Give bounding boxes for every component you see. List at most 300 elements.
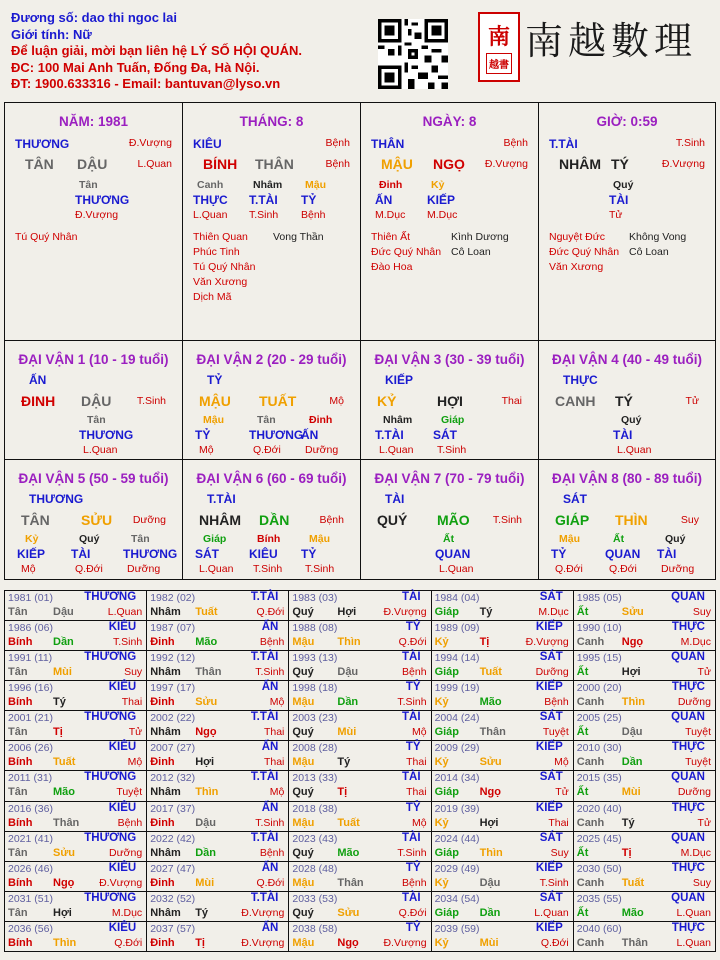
year-cell-content [147, 711, 288, 740]
hidden-stem: Nhâm [383, 414, 413, 426]
year-stem: Tân [8, 786, 28, 799]
year-branch: Dậu [479, 876, 501, 889]
year-stem: Bính [8, 756, 33, 769]
hidden-stage: L.Quan [379, 444, 414, 456]
year-god: TÀI [402, 591, 421, 603]
dai-van-stem: CANH [555, 393, 596, 409]
year-cell [147, 591, 289, 621]
year-stage: Đ.Vượng [383, 606, 427, 618]
dai-van-god: SÁT [563, 492, 587, 506]
pillar-cell [539, 103, 715, 341]
year-stem: Quý [292, 606, 314, 618]
year-cell [5, 861, 147, 891]
hidden-god: ẤN [301, 428, 319, 442]
year-label: 2033 (53) [292, 892, 338, 905]
year-stem: Ất [576, 606, 589, 618]
year-stem: Nhâm [150, 906, 181, 919]
year-cell [431, 651, 573, 681]
year-label: 2037 (57) [150, 922, 196, 935]
year-god: TỶ [405, 861, 421, 874]
year-label: 2002 (22) [150, 712, 196, 725]
year-stage: Tuyệt [542, 726, 569, 739]
hidden-stem: Bính [257, 533, 281, 545]
year-god: THƯƠNG [84, 891, 137, 904]
year-stage: Đ.Vượng [99, 876, 143, 889]
hidden-god: T.TÀI [375, 428, 404, 442]
year-label: 2019 (39) [434, 802, 480, 815]
year-label: 2013 (33) [292, 772, 338, 785]
pillar-stage: Bệnh [325, 158, 350, 170]
year-branch: Thìn [195, 786, 219, 799]
year-stage: Đ.Vượng [525, 636, 569, 649]
star-right: Cô Loan [629, 246, 669, 258]
pillar-title: NĂM: 1981 [58, 114, 129, 129]
year-cell [147, 861, 289, 891]
year-label: 2009 (29) [434, 742, 480, 755]
dai-van-stem: NHÂM [199, 512, 241, 528]
hidden-stage: L.Quan [439, 563, 474, 575]
year-cell-content [147, 771, 288, 800]
dai-van-god: TỶ [207, 373, 223, 387]
year-god: ẤN [261, 621, 279, 634]
year-stage: Tử [697, 666, 711, 679]
year-cell [5, 771, 147, 801]
hidden-god: KIÊU [249, 547, 278, 561]
year-god: SÁT [539, 771, 563, 784]
hidden-stem: Tân [131, 533, 150, 545]
year-cell-content [5, 832, 146, 861]
year-stem: Giáp [434, 666, 460, 679]
brand-logo: 南越數理 [525, 19, 698, 63]
pillar-cell [183, 103, 361, 341]
year-label: 2005 (25) [576, 712, 622, 725]
year-god: SÁT [539, 711, 563, 724]
year-cell [573, 861, 715, 891]
pillar-branch: THÂN [255, 156, 294, 172]
star-left: Văn Xương [549, 261, 604, 273]
year-branch: Ngọ [53, 876, 75, 889]
year-branch: Mùi [621, 786, 641, 799]
year-row [5, 801, 716, 831]
pillar-branch: DẬU [77, 156, 108, 172]
year-stage: Bệnh [259, 846, 285, 859]
year-cell [431, 591, 573, 621]
pillar-stage: Đ.Vượng [661, 158, 705, 170]
year-cell-content [574, 711, 715, 740]
hidden-stage: Q.Đới [609, 563, 637, 575]
pillar-title: NGÀY: 8 [422, 114, 477, 129]
year-stem: Tân [8, 906, 28, 919]
year-stage: Dưỡng [677, 786, 711, 799]
year-branch: Thân [479, 726, 506, 739]
year-stem: Mậu [292, 636, 315, 649]
year-row [5, 711, 716, 741]
year-stage: Mộ [269, 696, 285, 709]
year-label: 1995 (15) [576, 652, 622, 665]
year-cell-content [147, 862, 288, 891]
hidden-stage: L.Quan [199, 563, 234, 575]
hidden-stem: Tân [257, 414, 276, 426]
year-god: QUAN [671, 591, 705, 603]
year-god: THƯƠNG [84, 711, 137, 724]
year-cell-content [289, 711, 430, 740]
year-branch: Thân [195, 666, 222, 679]
pillar-title: THÁNG: 8 [239, 114, 304, 129]
year-god: KIẾP [535, 621, 563, 634]
year-cell [289, 861, 431, 891]
year-god: TÀI [402, 831, 421, 844]
year-cell [5, 651, 147, 681]
gender: Giới tính: Nữ [11, 26, 92, 42]
year-label: 2004 (24) [434, 712, 480, 725]
pillar-stem: BÍNH [203, 156, 238, 172]
year-cell-content [574, 741, 715, 770]
year-stem: Đinh [150, 636, 175, 649]
year-cell-content [5, 621, 146, 650]
year-cell-content [5, 771, 146, 800]
dai-van-stage: Suy [680, 514, 699, 526]
year-branch: Sửu [479, 756, 502, 769]
year-stem: Giáp [434, 906, 460, 919]
year-cell-content [5, 741, 146, 770]
dai-van-branch: HỢI [437, 393, 463, 409]
dai-van-cell [539, 341, 715, 460]
year-label: 1999 (19) [434, 682, 480, 695]
dai-van-cell [539, 460, 715, 579]
year-cell-content [289, 591, 430, 620]
hidden-stem: Quý [613, 179, 634, 191]
address: ĐC: 100 Mai Anh Tuấn, Đống Đa, Hà Nội. [11, 59, 260, 75]
pillar-top-stage: Bệnh [325, 137, 350, 149]
year-stage: T.Sinh [255, 816, 285, 829]
year-god: THỰC [671, 861, 705, 874]
hidden-stem: Giáp [203, 533, 227, 545]
year-cell-content [432, 621, 573, 650]
year-god: THƯƠNG [84, 831, 137, 844]
year-branch: Tuất [337, 816, 360, 829]
year-cell-content [5, 892, 146, 921]
year-cell [5, 591, 147, 621]
year-stage: T.Sinh [255, 666, 285, 679]
star-left: Đào Hoa [371, 261, 413, 273]
year-god: KIÊU [108, 801, 137, 814]
year-stem: Đinh [150, 696, 175, 709]
year-stem: Đinh [150, 936, 175, 949]
year-god: TỶ [405, 681, 421, 694]
year-stage: Tử [697, 816, 711, 829]
year-branch: Dần [337, 696, 359, 709]
year-branch: Tuất [53, 756, 76, 769]
year-cell [573, 771, 715, 801]
year-god: TÀI [402, 651, 421, 664]
year-stage: Suy [692, 876, 711, 889]
year-cell-content [147, 832, 288, 861]
year-branch: Tuất [621, 876, 645, 889]
hidden-stem: Kỷ [25, 533, 39, 545]
year-cell-content [574, 681, 715, 710]
year-stem: Kỷ [434, 816, 449, 829]
year-stem: Bính [8, 936, 33, 949]
hidden-stem: Ất [613, 533, 625, 545]
year-stage: Suy [692, 606, 711, 618]
year-stem: Bính [8, 816, 33, 829]
year-stage: Dưỡng [677, 696, 711, 709]
star-left: Thiên Ất [371, 231, 411, 243]
dai-van-title: ĐẠI VẬN 7 (70 - 79 tuổi) [374, 471, 525, 486]
year-stem: Ất [576, 726, 589, 739]
year-label: 1997 (17) [150, 682, 196, 695]
dai-van-title: ĐẠI VẬN 6 (60 - 69 tuổi) [196, 471, 347, 486]
year-cell [431, 711, 573, 741]
year-cell-content [432, 651, 573, 680]
year-stem: Canh [576, 756, 605, 769]
year-branch: Mão [337, 846, 360, 859]
year-cell-content [432, 892, 573, 921]
year-cell [431, 801, 573, 831]
year-cell [573, 741, 715, 771]
year-god: T.TÀI [250, 711, 279, 724]
year-branch: Dần [53, 636, 74, 649]
year-cell [5, 831, 147, 861]
dai-van-branch: THÌN [615, 512, 648, 528]
year-label: 2011 (31) [8, 772, 53, 785]
dai-van-stem: KỶ [377, 393, 397, 409]
year-label: 1990 (10) [576, 622, 622, 635]
year-branch: Mão [621, 906, 644, 919]
year-branch: Ngọ [479, 786, 501, 799]
hidden-stage: T.Sinh [437, 444, 467, 456]
year-stage: Đ.Vượng [383, 936, 427, 949]
hidden-god: KIẾP [17, 547, 46, 561]
year-stem: Tân [8, 606, 28, 618]
year-label: 1986 (06) [8, 622, 53, 635]
year-cell [573, 681, 715, 711]
year-stage: Bệnh [402, 666, 427, 679]
year-branch: Mùi [479, 936, 499, 949]
year-god: THỰC [671, 801, 705, 814]
hidden-god: ẤN [375, 193, 393, 207]
year-branch: Mão [53, 786, 75, 799]
year-cell [289, 891, 431, 921]
year-cell-content [432, 771, 573, 800]
hidden-stem: Quý [79, 533, 100, 545]
year-stem: Giáp [434, 846, 460, 859]
year-row [5, 591, 716, 621]
year-cell-content [574, 832, 715, 861]
year-branch: Sửu [195, 696, 218, 709]
year-cell [289, 801, 431, 831]
year-stage: Thai [263, 756, 285, 769]
year-cell [5, 801, 147, 831]
year-label: 1998 (18) [292, 682, 338, 695]
year-stage: Suy [124, 666, 143, 679]
pillar-branch: TÝ [611, 156, 629, 172]
year-stage: Q.Đới [114, 936, 143, 949]
year-cell [289, 711, 431, 741]
year-label: 2021 (41) [8, 832, 53, 845]
year-god: KIÊU [108, 621, 137, 634]
hidden-stage: L.Quan [83, 444, 118, 456]
year-stem: Mậu [292, 876, 315, 889]
year-stem: Giáp [434, 786, 460, 799]
hidden-stem: Mậu [309, 533, 330, 545]
dai-van-god: TÀI [385, 492, 405, 506]
year-cell-content [432, 681, 573, 710]
dai-van-title: ĐẠI VẬN 3 (30 - 39 tuổi) [374, 352, 525, 367]
dai-van-title: ĐẠI VẬN 5 (50 - 59 tuổi) [18, 471, 169, 486]
pillar-stem: TÂN [25, 156, 54, 172]
year-cell [573, 591, 715, 621]
year-cell-content [289, 621, 430, 650]
year-stem: Mậu [292, 816, 315, 829]
year-label: 1992 (12) [150, 652, 196, 665]
year-label: 1982 (02) [150, 592, 196, 604]
dai-van-branch: DẬU [81, 393, 112, 409]
hidden-stage: Bệnh [301, 209, 326, 221]
dai-van-cell [183, 341, 361, 460]
year-stem: Quý [292, 846, 314, 859]
dai-van-title: ĐẠI VẬN 8 (80 - 89 tuổi) [551, 471, 703, 486]
yearly-luck-table [4, 590, 716, 952]
year-cell [431, 861, 573, 891]
year-god: THỰC [671, 741, 705, 754]
year-god: KIẾP [535, 681, 563, 694]
year-god: T.TÀI [250, 591, 279, 603]
year-label: 2036 (56) [8, 922, 53, 935]
hidden-stage: M.Dục [427, 209, 458, 221]
year-cell [289, 741, 431, 771]
year-stem: Bính [8, 636, 33, 649]
hidden-stage: Dưỡng [305, 444, 339, 456]
year-god: TỶ [405, 801, 421, 814]
year-god: T.TÀI [250, 771, 279, 784]
year-stem: Kỷ [434, 756, 449, 769]
pillar-top-god: THƯƠNG [15, 137, 70, 151]
year-label: 2008 (28) [292, 742, 338, 755]
year-cell-content [574, 892, 715, 921]
year-cell-content [432, 922, 573, 951]
year-stage: Bệnh [544, 696, 569, 709]
year-stage: Tử [555, 786, 569, 799]
year-god: THỰC [671, 921, 705, 934]
hidden-stem: Mậu [305, 179, 326, 191]
hidden-stem: Quý [621, 414, 642, 426]
dai-van-cell [5, 341, 183, 460]
year-branch: Tị [53, 726, 63, 739]
year-god: KIÊU [108, 681, 137, 694]
year-stage: Dưỡng [535, 666, 569, 679]
year-branch: Tý [337, 756, 351, 769]
year-cell-content [289, 802, 430, 831]
hidden-stage: Q.Đới [555, 563, 583, 575]
year-cell-content [289, 651, 430, 680]
year-cell [573, 621, 715, 651]
year-cell-content [432, 832, 573, 861]
year-stage: T.Sinh [539, 876, 569, 889]
year-god: TÀI [402, 891, 421, 904]
hidden-god: TÀI [657, 547, 677, 561]
year-stem: Giáp [434, 726, 460, 739]
year-god: KIÊU [108, 861, 137, 874]
year-cell [147, 621, 289, 651]
year-branch: Dậu [337, 666, 359, 679]
year-cell-content [147, 591, 288, 620]
hidden-stem: Tân [87, 414, 106, 426]
dai-van-branch: MÃO [437, 512, 470, 528]
dai-van-stage: Bệnh [319, 514, 344, 526]
year-branch: Hợi [195, 756, 215, 769]
hidden-stage: Mộ [21, 563, 36, 575]
year-stage: Đ.Vượng [241, 906, 285, 919]
year-label: 1994 (14) [434, 652, 480, 665]
year-branch: Hợi [479, 816, 499, 829]
year-cell [289, 921, 431, 951]
year-label: 2017 (37) [150, 802, 196, 815]
hidden-stage: Tử [609, 209, 623, 221]
star-left: Phúc Tinh [193, 246, 240, 258]
year-stem: Bính [8, 696, 33, 709]
phone-email: ĐT: 1900.633316 - Email: bantuvan@lyso.vn [11, 76, 281, 91]
star-left: Văn Xương [193, 276, 248, 288]
year-stem: Mậu [292, 756, 315, 769]
year-label: 2034 (54) [434, 892, 480, 905]
year-stage: Mộ [411, 816, 427, 829]
dai-van-stem: TÂN [21, 512, 50, 528]
year-row [5, 621, 716, 651]
hidden-stem: Kỷ [431, 179, 445, 191]
year-label: 1993 (13) [292, 652, 338, 665]
year-god: KIÊU [108, 741, 137, 754]
dai-van-title: ĐẠI VẬN 4 (40 - 49 tuổi) [551, 352, 703, 367]
year-cell-content [432, 591, 573, 620]
year-cell [5, 621, 147, 651]
year-god: THƯƠNG [84, 651, 137, 664]
year-cell [431, 921, 573, 951]
year-god: SÁT [539, 591, 563, 603]
hidden-stem: Đinh [379, 179, 403, 191]
hidden-stage: L.Quan [617, 444, 652, 456]
year-cell [573, 831, 715, 861]
year-cell-content [574, 862, 715, 891]
year-label: 1996 (16) [8, 682, 53, 695]
dai-van-branch: DẦN [259, 512, 290, 528]
year-label: 2016 (36) [8, 802, 53, 815]
pillar-top-god: T.TÀI [549, 137, 578, 151]
contact-intro: Để luận giải, mời bạn liên hệ LÝ SỐ HỘI QUÁN. [11, 43, 302, 58]
year-cell [431, 771, 573, 801]
seal-top-char: 南 [487, 24, 510, 50]
year-label: 2031 (51) [8, 892, 53, 905]
year-cell [147, 801, 289, 831]
year-label: 2007 (27) [150, 742, 196, 755]
year-stem: Quý [292, 726, 314, 739]
year-god: THƯƠNG [84, 771, 137, 784]
year-branch: Thân [337, 876, 364, 889]
dai-van-stage: Mộ [329, 395, 344, 407]
hidden-stage: Mộ [199, 444, 214, 456]
dai-van-branch: SỬU [81, 512, 113, 528]
year-cell [431, 681, 573, 711]
year-label: 2035 (55) [576, 892, 622, 905]
year-label: 1987 (07) [150, 622, 196, 635]
pillar-top-stage: T.Sinh [675, 137, 705, 149]
year-cell-content [5, 711, 146, 740]
hidden-stem: Ất [443, 533, 455, 545]
year-branch: Dậu [621, 726, 643, 739]
year-label: 2006 (26) [8, 742, 53, 755]
year-stem: Bính [8, 876, 33, 889]
qr-code-icon[interactable] [378, 19, 448, 89]
